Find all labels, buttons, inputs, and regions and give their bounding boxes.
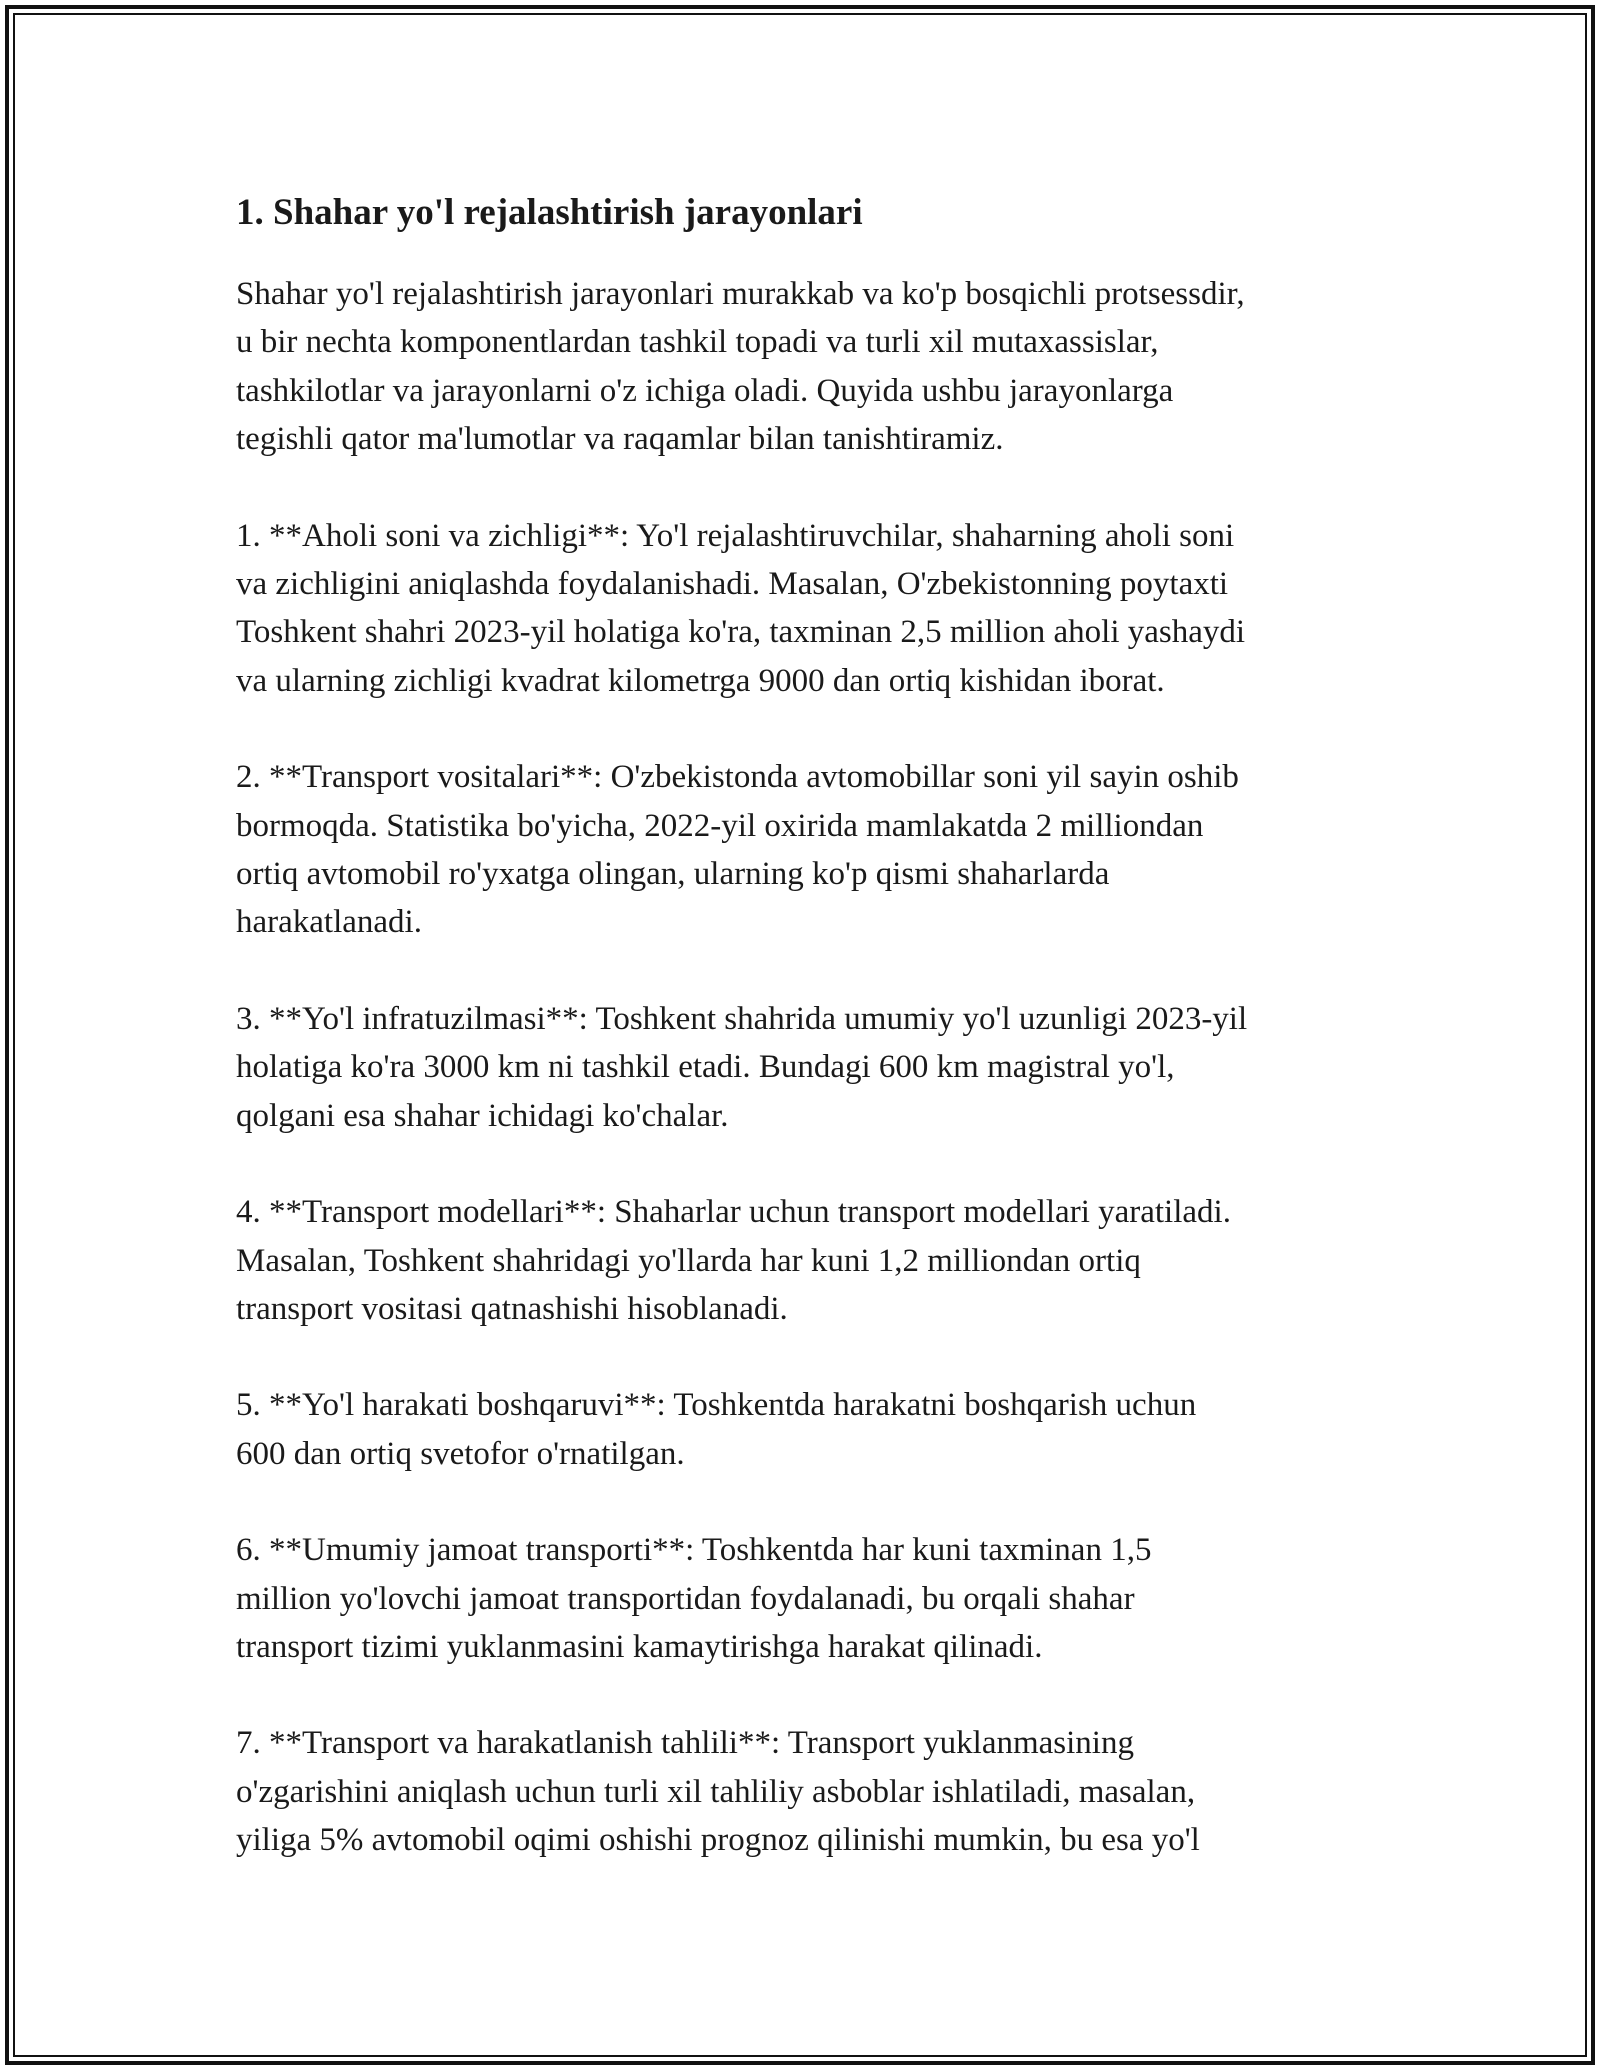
list-item-infrastructure bbox=[236, 995, 1386, 1140]
list-item-transport-models bbox=[236, 1188, 1386, 1333]
text-line: 4. **Transport modellari**: Shaharlar uchun transport modellari yaratiladi. bbox=[236, 1194, 1231, 1231]
section-heading: 1. Shahar yo'l rejalashtirish jarayonlari bbox=[236, 192, 863, 233]
text-line: qolgani esa shahar ichidagi ko'chalar. bbox=[236, 1097, 729, 1134]
text-line: yiliga 5% avtomobil oqimi oshishi prognoz qilinishi mumkin, bu esa yo'l bbox=[236, 1822, 1200, 1859]
text-line: ortiq avtomobil ro'yxatga olingan, ularning ko'p qismi shaharlarda bbox=[236, 856, 1110, 893]
text-line: 5. **Yo'l harakati boshqaruvi**: Toshkentda harakatni boshqarish uchun bbox=[236, 1387, 1197, 1424]
text-line: 600 dan ortiq svetofor o'rnatilgan. bbox=[236, 1435, 685, 1472]
text-line: 7. **Transport va harakatlanish tahlili**: Transport yuklanmasining bbox=[236, 1725, 1134, 1762]
text-line: 2. **Transport vositalari**: O'zbekistonda avtomobillar soni yil sayin oshib bbox=[236, 759, 1239, 796]
text-line: va ularning zichligi kvadrat kilometrga 9000 dan ortiq kishidan iborat. bbox=[236, 662, 1165, 699]
text-line: tegishli qator ma'lumotlar va raqamlar bilan tanishtiramiz. bbox=[236, 421, 1004, 458]
text-line: transport vositasi qatnashishi hisoblanadi. bbox=[236, 1290, 788, 1327]
text-line: Shahar yo'l rejalashtirish jarayonlari murakkab va ko'p bosqichli protsessdir, bbox=[236, 276, 1245, 312]
text-line: bormoqda. Statistika bo'yicha, 2022-yil oxirida mamlakatda 2 milliondan bbox=[236, 807, 1204, 844]
intro-paragraph bbox=[236, 270, 1386, 464]
list-item-public-transport bbox=[236, 1526, 1386, 1671]
list-item-traffic-analysis bbox=[236, 1719, 1386, 1864]
text-line: o'zgarishini aniqlash uchun turli xil tahliliy asboblar ishlatiladi, masalan, bbox=[236, 1773, 1196, 1810]
list-item-vehicles bbox=[236, 753, 1386, 947]
text-line: harakatlanadi. bbox=[236, 904, 422, 941]
list-item-traffic-control bbox=[236, 1381, 1386, 1478]
document-body bbox=[236, 186, 1386, 1913]
text-line: Masalan, Toshkent shahridagi yo'llarda har kuni 1,2 milliondan ortiq bbox=[236, 1242, 1141, 1279]
text-line: 1. **Aholi soni va zichligi**: Yo'l rejalashtiruvchilar, shaharning aholi soni bbox=[236, 517, 1235, 554]
text-line: 3. **Yo'l infratuzilmasi**: Toshkent shahrida umumiy yo'l uzunligi 2023-yil bbox=[236, 1000, 1248, 1037]
text-line: u bir nechta komponentlardan tashkil topadi va turli xil mutaxassislar, bbox=[236, 324, 1159, 361]
text-line: million yo'lovchi jamoat transportidan foydalanadi, bu orqali shahar bbox=[236, 1580, 1135, 1617]
list-item-population bbox=[236, 512, 1386, 706]
text-line: tashkilotlar va jarayonlarni o'z ichiga oladi. Quyida ushbu jarayonlarga bbox=[236, 372, 1174, 409]
text-line: 6. **Umumiy jamoat transporti**: Toshkentda har kuni taxminan 1,5 bbox=[236, 1532, 1152, 1569]
text-line: Toshkent shahri 2023-yil holatiga ko'ra, taxminan 2,5 million aholi yashaydi bbox=[236, 614, 1246, 651]
text-line: transport tizimi yuklanmasini kamaytirishga harakat qilinadi. bbox=[236, 1628, 1043, 1665]
text-line: va zichligini aniqlashda foydalanishadi. Masalan, O'zbekistonning poytaxti bbox=[236, 566, 1229, 603]
text-line: holatiga ko'ra 3000 km ni tashkil etadi. Bundagi 600 km magistral yo'l, bbox=[236, 1049, 1175, 1086]
